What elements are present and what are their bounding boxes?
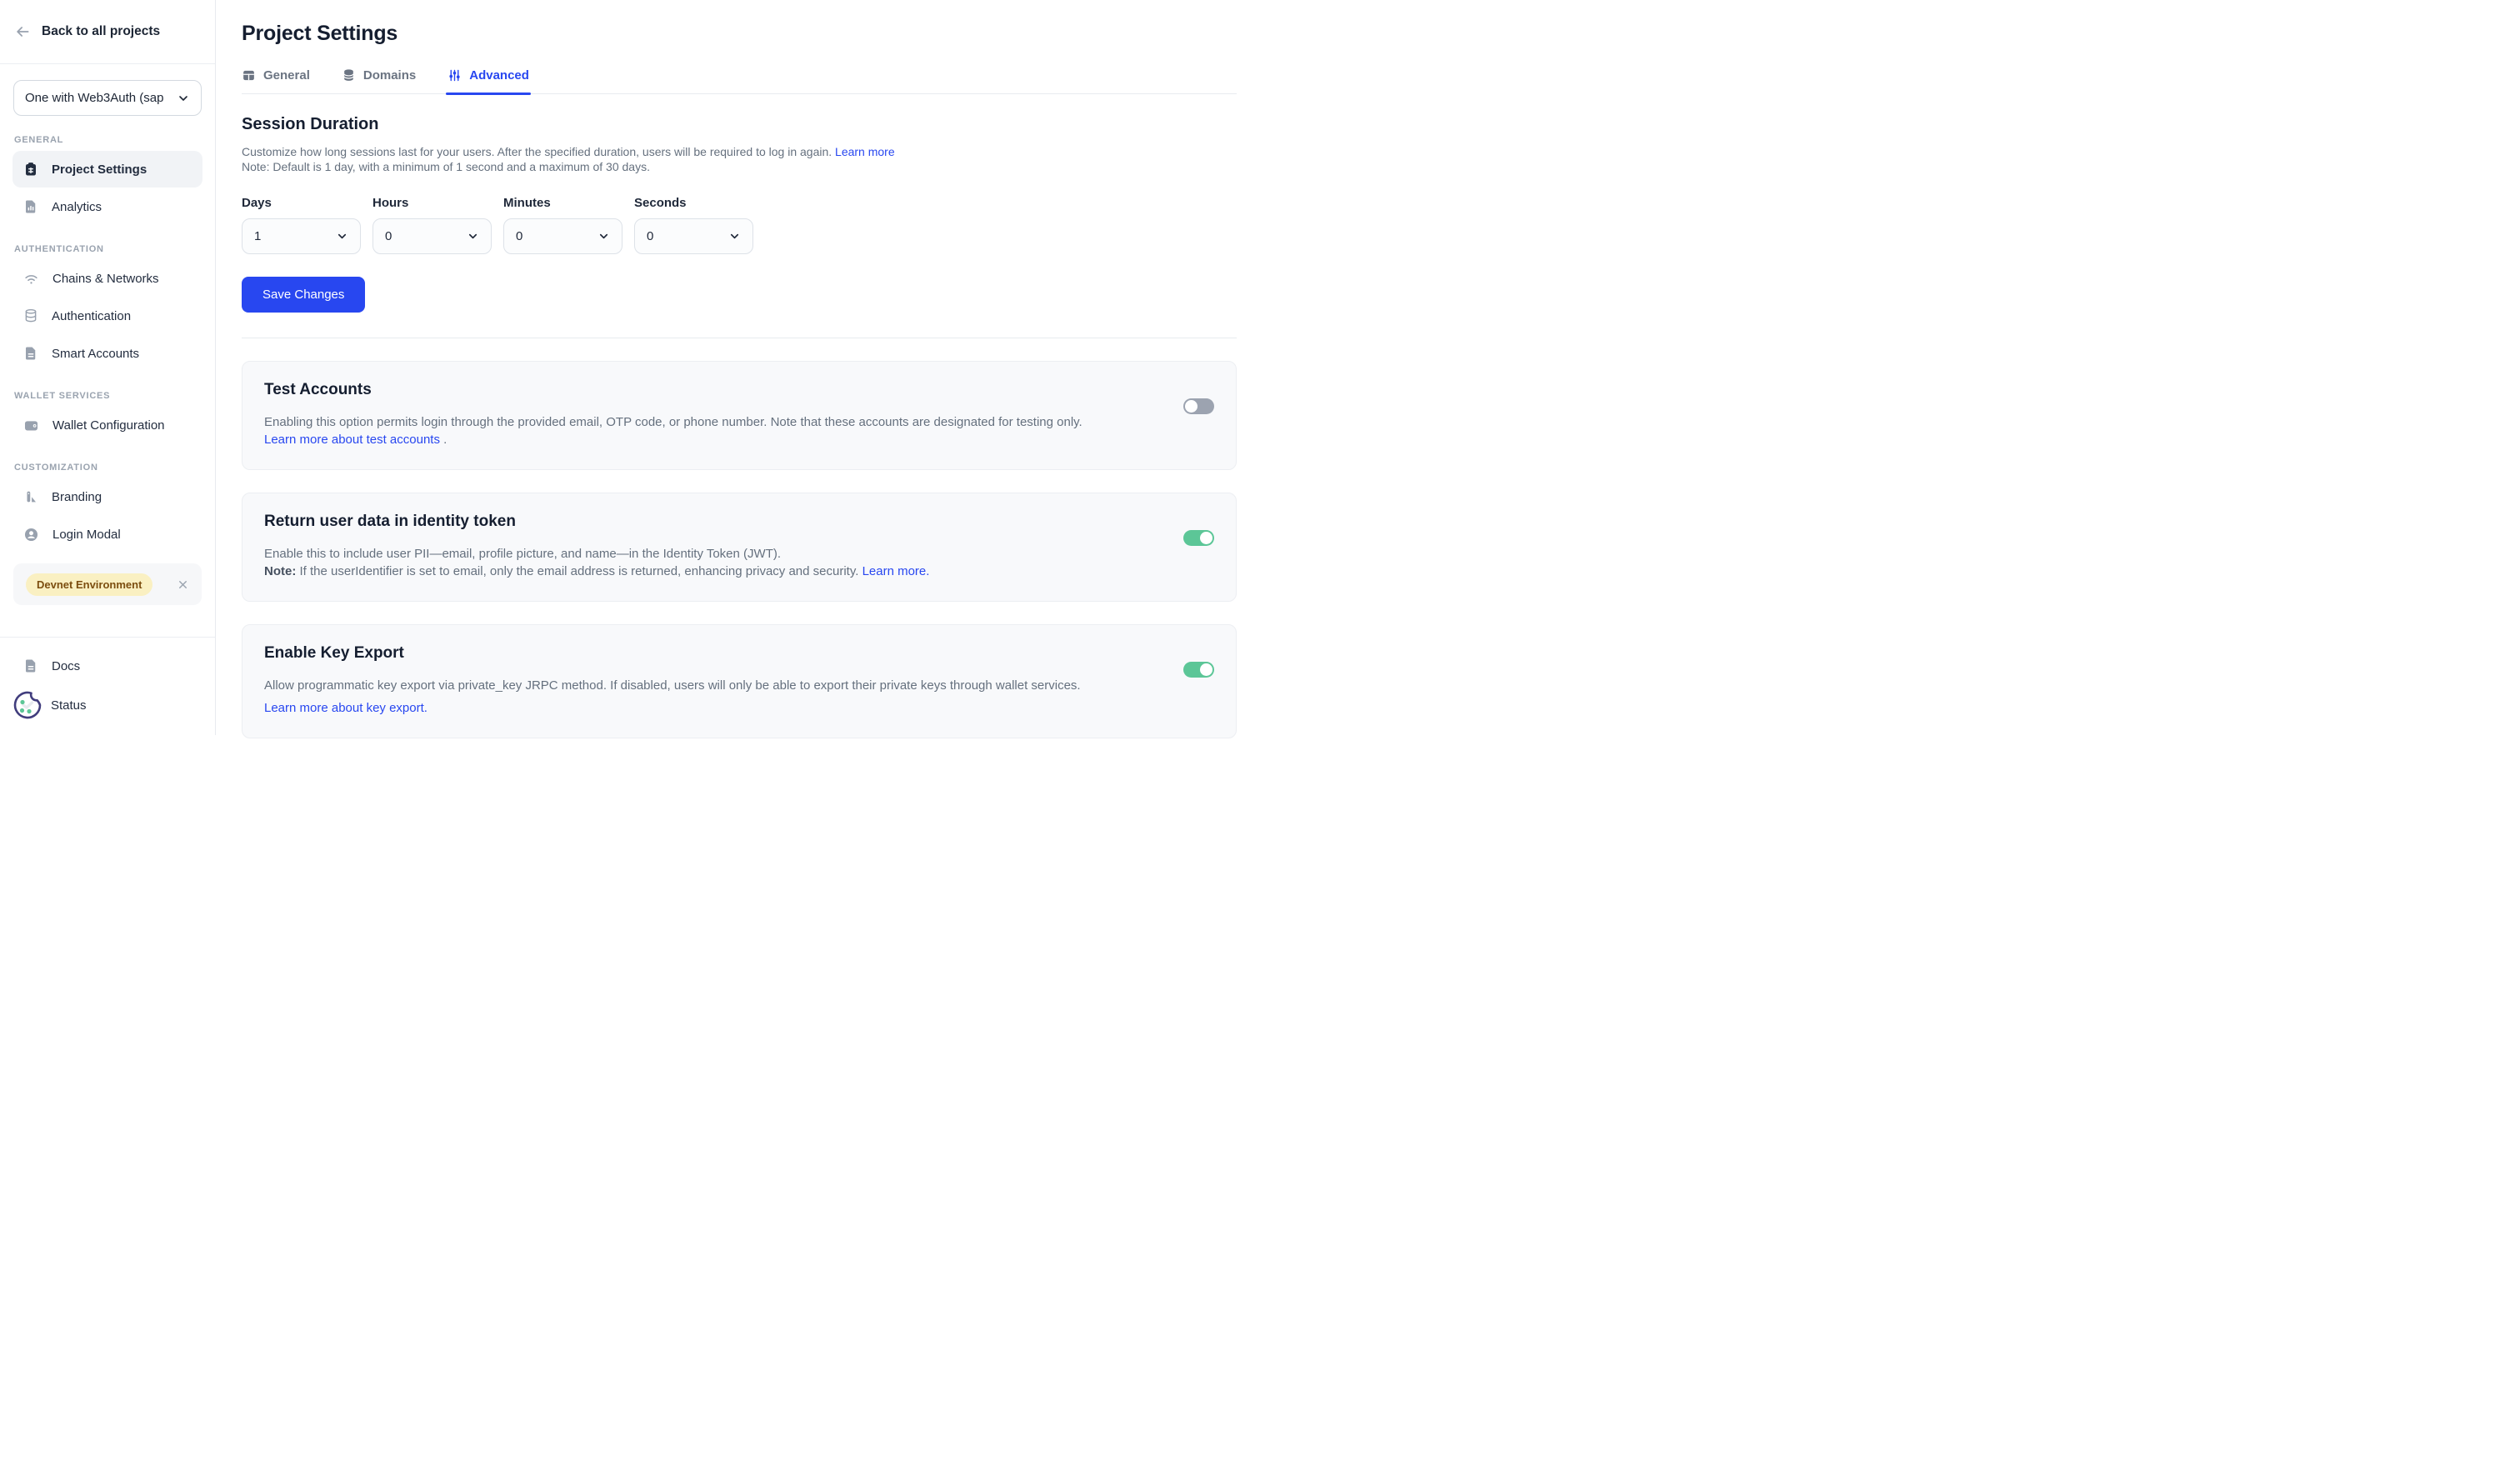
field-hours: [372, 196, 492, 254]
identity-token-card: [242, 493, 1237, 602]
page-title: Project Settings: [242, 22, 398, 45]
key-export-title: Enable Key Export: [264, 643, 404, 662]
chevron-down-icon: [598, 230, 610, 243]
chevron-down-icon: [336, 230, 348, 243]
sidebar-item-label: Wallet Configuration: [52, 418, 165, 433]
sidebar-item-label: Login Modal: [52, 527, 121, 542]
seconds-select[interactable]: [634, 218, 753, 254]
sidebar-item-label: Analytics: [52, 199, 102, 214]
clipboard-icon: [23, 162, 38, 177]
analytics-file-icon: [23, 199, 38, 214]
session-duration-description: [242, 144, 1237, 175]
session-duration-section: [242, 115, 1237, 313]
minutes-select[interactable]: [503, 218, 622, 254]
minutes-label: Minutes: [503, 195, 551, 210]
chevron-down-icon: [728, 230, 741, 243]
sidebar-item-branding[interactable]: [12, 478, 202, 515]
field-minutes: [503, 196, 622, 254]
project-selector-dropdown[interactable]: [13, 80, 202, 116]
identity-token-note-label: Note:: [264, 564, 297, 579]
docs-icon: [23, 658, 38, 673]
test-accounts-text: Enabling this option permits login through the provided email, OTP code, or phone number. Note that these accounts are designated for testing only.: [264, 414, 1082, 429]
test-accounts-toggle[interactable]: [1183, 398, 1214, 414]
sidebar-item-login-modal[interactable]: [12, 516, 202, 553]
key-export-line1: Allow programmatic key export via private_key JRPC method. If disabled, users will only be able to export their private keys through wallet services.: [264, 678, 1081, 693]
sidebar: [0, 0, 216, 735]
sidebar-item-authentication[interactable]: [12, 298, 202, 334]
sidebar-item-label: Smart Accounts: [52, 346, 140, 361]
sidebar-item-label: Status: [51, 698, 87, 713]
identity-token-line2: If the userIdentifier is set to email, only the email address is returned, enhancing privacy and security.: [296, 564, 862, 579]
tab-general[interactable]: [242, 68, 310, 93]
sidebar-item-wallet-configuration[interactable]: [12, 407, 202, 443]
section-label-customization: CUSTOMIZATION: [14, 463, 98, 473]
database-icon: [342, 68, 356, 83]
identity-token-learn-more-link[interactable]: Learn more.: [862, 564, 930, 579]
back-to-projects-label: Back to all projects: [42, 24, 161, 38]
hours-value: 0: [385, 228, 392, 243]
tab-advanced[interactable]: [448, 68, 529, 93]
key-export-toggle[interactable]: [1183, 662, 1214, 678]
days-select[interactable]: [242, 218, 361, 254]
test-accounts-text-tail: .: [439, 433, 448, 448]
tab-label: Advanced: [469, 68, 529, 83]
environment-card: [13, 563, 202, 605]
arrow-left-icon: [14, 23, 31, 40]
back-to-projects-button[interactable]: [0, 0, 215, 64]
status-cookie-icon: [10, 688, 45, 723]
project-selector-value: One with Web3Auth (sap: [25, 91, 164, 105]
wifi-icon: [23, 271, 39, 287]
key-export-description: [264, 677, 1214, 718]
user-circle-icon: [23, 527, 39, 543]
test-accounts-learn-more-link[interactable]: Learn more about test accounts: [264, 433, 440, 448]
test-accounts-card: [242, 361, 1237, 470]
sidebar-item-status[interactable]: [0, 683, 215, 727]
minutes-value: 0: [516, 228, 523, 243]
field-seconds: [634, 196, 753, 254]
session-duration-title: Session Duration: [242, 115, 379, 133]
section-label-authentication: AUTHENTICATION: [14, 244, 104, 254]
identity-token-line1: Enable this to include user PII—email, profile picture, and name—in the Identity Token (JWT).: [264, 546, 782, 561]
identity-token-title: Return user data in identity token: [264, 512, 516, 530]
close-icon[interactable]: [177, 578, 189, 591]
table-grid-icon: [242, 68, 256, 83]
sidebar-item-label: Branding: [52, 489, 102, 504]
environment-badge: Devnet Environment: [26, 573, 152, 596]
save-changes-button[interactable]: Save Changes: [242, 277, 365, 313]
identity-token-description: [264, 545, 1214, 581]
sliders-icon: [448, 68, 462, 83]
tab-label: Domains: [362, 68, 417, 83]
main-content: [216, 0, 1260, 735]
sidebar-item-label: Authentication: [52, 308, 132, 323]
branding-icon: [23, 489, 38, 504]
test-accounts-description: [264, 413, 1110, 449]
test-accounts-title: Test Accounts: [264, 380, 372, 398]
section-label-wallet-services: WALLET SERVICES: [14, 391, 111, 401]
session-description-text: Customize how long sessions last for your users. After the specified duration, users will be required to log in again.: [242, 145, 836, 158]
sidebar-item-project-settings[interactable]: [12, 151, 202, 188]
chevron-down-icon: [177, 92, 190, 105]
document-icon: [23, 346, 38, 361]
sidebar-item-analytics[interactable]: [12, 188, 202, 225]
sidebar-item-docs[interactable]: [0, 648, 215, 683]
sidebar-item-label: Project Settings: [52, 162, 148, 177]
tab-domains[interactable]: [342, 68, 416, 93]
hours-select[interactable]: [372, 218, 492, 254]
duration-fields: [242, 196, 1237, 254]
session-learn-more-link[interactable]: Learn more: [835, 145, 895, 158]
sidebar-footer: [0, 637, 215, 735]
tab-label: General: [263, 68, 310, 83]
hours-label: Hours: [372, 195, 409, 210]
database-icon: [23, 308, 38, 323]
field-days: [242, 196, 361, 254]
session-note-text: Note: Default is 1 day, with a minimum of 1 second and a maximum of 30 days.: [242, 160, 650, 174]
section-label-general: GENERAL: [14, 135, 64, 145]
sidebar-item-label: Docs: [52, 658, 81, 673]
key-export-card: [242, 624, 1237, 738]
days-value: 1: [254, 228, 262, 243]
app: [0, 0, 1260, 735]
identity-token-toggle[interactable]: [1183, 530, 1214, 546]
tab-bar: [242, 68, 1237, 94]
chevron-down-icon: [467, 230, 479, 243]
days-label: Days: [242, 195, 272, 210]
sidebar-item-smart-accounts[interactable]: [12, 335, 202, 372]
seconds-label: Seconds: [634, 195, 687, 210]
key-export-learn-more-link[interactable]: Learn more about key export.: [264, 701, 428, 716]
seconds-value: 0: [647, 228, 654, 243]
wallet-icon: [23, 418, 39, 433]
sidebar-item-label: Chains & Networks: [52, 271, 159, 286]
sidebar-item-chains-networks[interactable]: [12, 260, 202, 297]
